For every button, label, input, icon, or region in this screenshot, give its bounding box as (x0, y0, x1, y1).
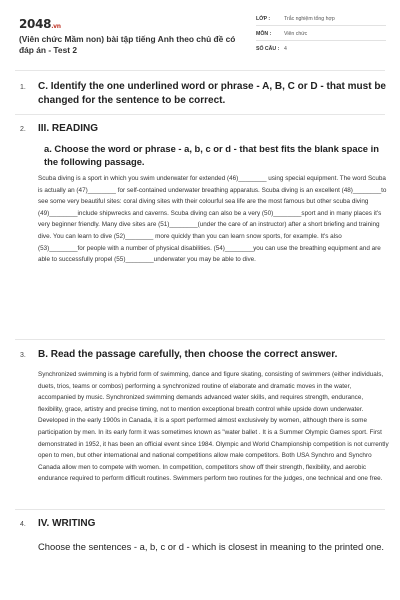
question-number: 1. (20, 84, 26, 91)
meta-divider (256, 25, 386, 26)
site-logo[interactable] (19, 17, 61, 31)
logo-domain: .vn (51, 23, 61, 30)
meta-count-label: SỐ CÂU : (256, 46, 280, 52)
question-number: 3. (20, 352, 26, 359)
question-number: 4. (20, 521, 26, 528)
question-number: 2. (20, 126, 26, 133)
meta-subject-value: Viên chức (284, 31, 308, 37)
meta-class-label: LỚP : (256, 16, 271, 22)
section-divider (15, 70, 385, 71)
question-heading: IV. WRITING (38, 518, 96, 529)
meta-subject-label: MÔN : (256, 31, 272, 37)
section-divider (15, 509, 385, 510)
question-subheading: a. Choose the word or phrase - a, b, c or d - that best fits the blank space in the following passage. (44, 143, 379, 167)
question-heading: B. Read the passage carefully, then choose the correct answer. (38, 349, 338, 360)
section-divider (15, 339, 385, 340)
reading-passage: Scuba diving is a sport in which you swim underwater for extended (46)________ using special equipment. The word Scuba is actually an (47)________ for self-contained underwater breathing apparatus. Scuba diving is an excellent (48)________to see some very beautiful sites: coral diving sites with their colourful sea life are the most famous but other scuba diving (49)________include shipwrecks and caverns. Scuba diving can also be a very (50)________sport and in many places it's very beginner friendly. Many dive sites are (51)________(under the care of an instructor) after a short briefing and training dive. You can learn to dive (52)________ more quickly than you can learn snow sports, for example. It's also (53)________for people with a number of physical disabilities. (54)________you can use the breathing equipment and are able to successfully propel (55)________underwater you may be able to dive. (38, 175, 387, 264)
meta-count-value: 4 (284, 46, 287, 52)
question-heading: III. READING (38, 123, 99, 134)
page-header (0, 0, 400, 62)
section-divider (15, 114, 385, 115)
logo-text: 2048 (19, 17, 52, 31)
meta-divider (256, 40, 386, 41)
question-body: Choose the sentences - a, b, c or d - which is closest in meaning to the printed one. (38, 541, 385, 552)
reading-passage: Synchronized swimming is a hybrid form of swimming, dance and figure skating, consisting of swimmers (either individuals, duets, trios, teams or combos) performing a synchronized routine of elaborate and dramatic moves in the water, accompanied by music. Synchronized swimming demands advanced water skills, and requires strength, endurance, flexibility, grace, artistry and precise timing, not to mention exceptional breath control while upside down underwater. Developed in the early 1900s in Canada, it is a sport performed almost exclusively by women, although there is some participation by men. In its early form it was sometimes known as "water ballet . It is a Summer Olympic Games sport. First demonstrated in 1952, it has been an official event since 1984. Olympic and World Championship competition is not currently open to men, but other international and national competitions allow male competitors. Both USA Synchro and Synchro Canada allow men to compete with women. In competition, competitors show off their strength, flexibility, and aerobic endurance required to perform difficult routines. Swimmers perform two routines for the judges, one technical and one free. (38, 371, 389, 483)
page-title: (Viên chức Mầm non) bài tập tiếng Anh theo chủ đề có đáp án - Test 2 (19, 34, 236, 55)
meta-class-value: Trắc nghiệm tổng hợp (284, 16, 335, 22)
question-heading: C. Identify the one underlined word or phrase - A, B, C or D - that must be changed for the sentence to be correct. (38, 81, 386, 106)
